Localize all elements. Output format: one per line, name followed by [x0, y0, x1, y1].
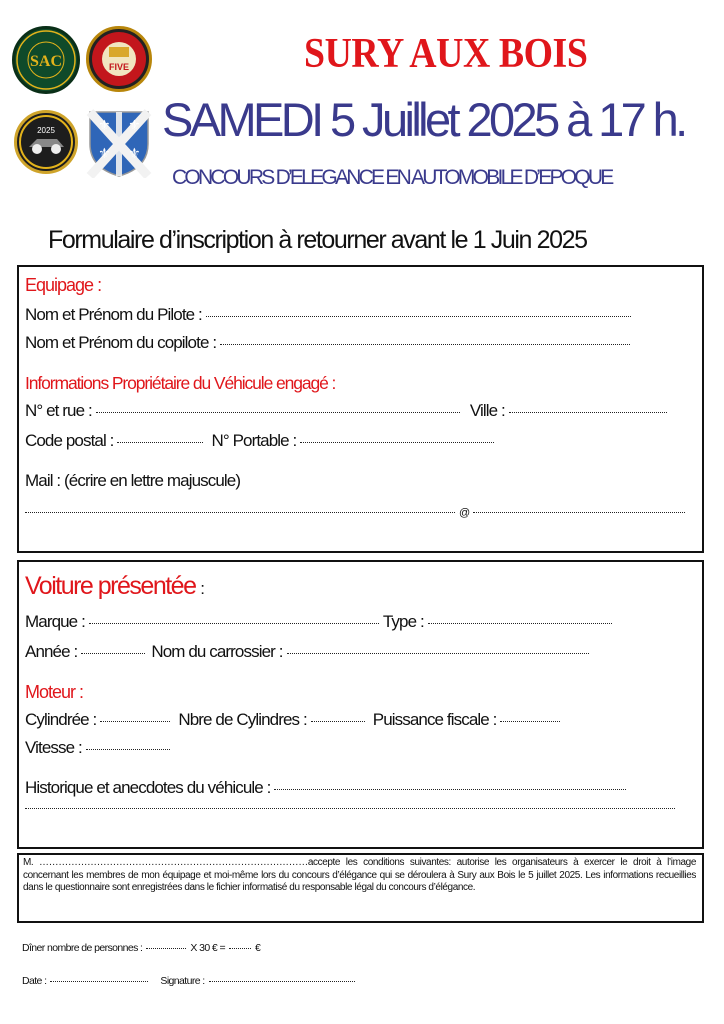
copilot-label: Nom et Prénom du copilote : — [25, 333, 217, 352]
type-field[interactable] — [428, 622, 612, 624]
signature-label: Signature : — [160, 975, 205, 987]
copilot-row — [25, 333, 634, 353]
speed-label: Vitesse : — [25, 738, 82, 757]
car-badge-icon — [17, 113, 75, 171]
street-label: N° et rue : — [25, 401, 92, 420]
brand-row — [25, 612, 616, 632]
logo1-mark: SAC — [29, 53, 63, 70]
pilot-row — [25, 305, 635, 325]
phone-field[interactable] — [300, 441, 494, 443]
consent-text: accepte les conditions suivantes: autorise les organisateurs à exercer le droit à l’image concernant les membres de mon équipage et moi-même lors du concours d’élégance qui se déroulera à Sury aux Bois le 5 juillet 2025. Les informations recueillies dans le questionnaire sont enregistrées dans le fichier informatisé du responsable légal du concours d’élégance. — [23, 857, 696, 893]
phone-label: N° Portable : — [211, 431, 297, 450]
dinner-row — [22, 942, 260, 954]
mail-domain-field[interactable] — [473, 511, 685, 513]
voiture-section — [17, 560, 704, 849]
cylinders-label: Nbre de Cylindres : — [178, 710, 307, 729]
five-emblem-icon — [89, 29, 149, 89]
svg-text:⚜: ⚜ — [98, 146, 111, 162]
place-title: SURY AUX BOIS — [304, 31, 588, 77]
event-subtitle: CONCOURS D’ELEGANCE EN AUTOMOBILE D’EPOQUE — [172, 166, 612, 189]
history-field[interactable] — [274, 788, 626, 790]
dinner-currency: € — [255, 942, 261, 954]
brand-field[interactable] — [89, 622, 379, 624]
dinner-count-field[interactable] — [146, 947, 186, 949]
history-row — [25, 778, 630, 798]
signature-field[interactable] — [209, 980, 355, 982]
year-label: Année : — [25, 642, 78, 661]
svg-text:⚜: ⚜ — [98, 118, 111, 134]
date-label: Date : — [22, 975, 47, 987]
voiture-title: Voiture présentée — [25, 572, 196, 600]
form-title: Formulaire d’inscription à retourner avant le 1 Juin 2025 — [48, 226, 587, 254]
tax-hp-field[interactable] — [500, 720, 560, 722]
svg-text:⚜: ⚜ — [128, 146, 141, 162]
svg-text:⚜: ⚜ — [128, 118, 141, 134]
at-sign: @ — [459, 507, 470, 519]
copilot-field[interactable] — [220, 343, 630, 345]
consent-section — [17, 853, 704, 923]
mail-row — [25, 507, 689, 519]
address-row — [25, 401, 671, 421]
history-row-2 — [25, 810, 679, 812]
displacement-field[interactable] — [100, 720, 170, 722]
mail-user-field[interactable] — [25, 511, 455, 513]
engine-row — [25, 710, 564, 730]
type-label: Type : — [382, 612, 424, 631]
equipage-section — [17, 265, 704, 553]
mail-label-row — [25, 471, 240, 491]
history-label: Historique et anecdotes du véhicule : — [25, 778, 271, 797]
city-label: Ville : — [469, 401, 505, 420]
logo2-mark: FIVE — [108, 62, 130, 72]
speed-field[interactable] — [86, 748, 170, 750]
city-field[interactable] — [509, 411, 667, 413]
signature-row — [22, 975, 359, 987]
logo3-year: 2025 — [37, 126, 55, 135]
owner-title: Informations Propriétaire du Véhicule engagé : — [25, 373, 336, 393]
sac-emblem-icon — [15, 29, 77, 91]
pilot-label: Nom et Prénom du Pilote : — [25, 305, 202, 324]
coat-of-arms-icon — [86, 108, 152, 178]
postal-field[interactable] — [117, 441, 203, 443]
five-federation-logo — [86, 26, 152, 92]
coachbuilder-label: Nom du carrossier : — [151, 642, 283, 661]
year-field[interactable] — [81, 652, 145, 654]
coachbuilder-field[interactable] — [287, 652, 589, 654]
date-field[interactable] — [50, 980, 148, 982]
consent-text-block — [23, 857, 696, 895]
voiture-title-suffix: : — [195, 579, 205, 598]
displacement-label: Cylindrée : — [25, 710, 97, 729]
street-field[interactable] — [96, 411, 460, 413]
engine-title: Moteur : — [25, 682, 84, 702]
consent-name-prefix: M. ………………………………………………………………………… — [23, 857, 308, 868]
event-2025-logo — [14, 110, 78, 174]
equipage-title: Equipage : — [25, 275, 102, 295]
pilot-field[interactable] — [206, 315, 631, 317]
postal-label: Code postal : — [25, 431, 114, 450]
dinner-label: Dîner nombre de personnes : — [22, 942, 143, 954]
sury-auto-collection-logo — [12, 26, 80, 94]
tax-hp-label: Puissance fiscale : — [372, 710, 497, 729]
town-coat-of-arms — [86, 108, 152, 178]
cylinders-field[interactable] — [311, 720, 365, 722]
voiture-title-row — [25, 572, 205, 601]
event-date: SAMEDI 5 Juillet 2025 à 17 h. — [162, 93, 685, 146]
speed-row — [25, 738, 174, 758]
year-row — [25, 642, 593, 662]
brand-label: Marque : — [25, 612, 85, 631]
mail-label: Mail : (écrire en lettre majuscule) — [25, 471, 241, 490]
dinner-price: X 30 € = — [190, 942, 225, 954]
history-field-2[interactable] — [25, 807, 675, 809]
dinner-total-field[interactable] — [229, 947, 251, 949]
postal-row — [25, 431, 498, 451]
